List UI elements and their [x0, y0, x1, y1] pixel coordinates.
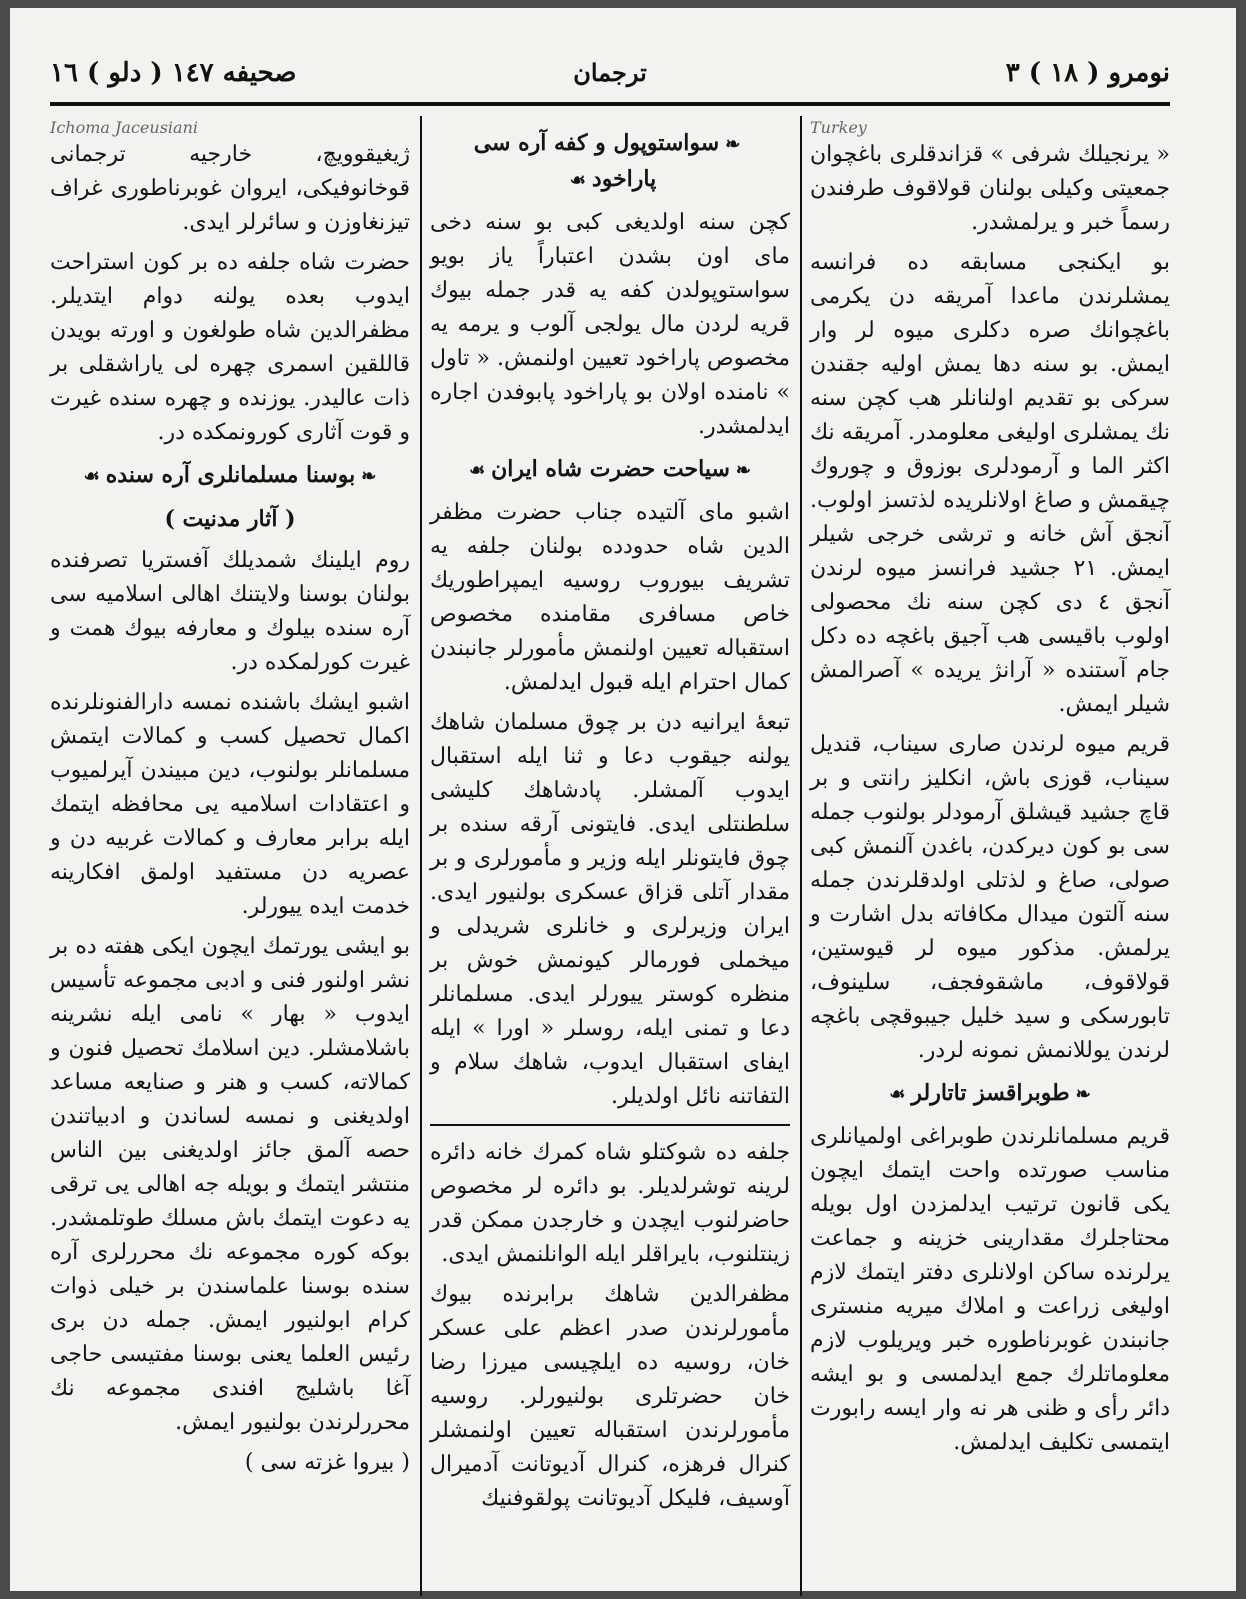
ornament-icon: ❧	[735, 460, 752, 481]
handwritten-note: Ichoma Jaceusiani	[50, 118, 198, 137]
issue-number: نومرو ( ١٨ ) ٣	[1005, 58, 1170, 88]
right-column	[810, 118, 1170, 1466]
article-source: ( بيروا غزته سى )	[244, 1450, 410, 1475]
article-intro: « يرنجيلك شرفى » قزاندقلرى باغچوان جمعيتى وكيلى بولنان قولاقوف طرفندن رسماً خبر و يرلمشدر.	[810, 142, 1170, 235]
handwritten-note: Turkey	[810, 118, 867, 137]
article-paragraph: حضرت شاه جلفه ده بر كون استراحت ايدوب بعده يولنه دوام ايتديلر. مظفرالدين شاه طولغون و اورته بويدن قاللقين اسمرى چهره لى ياراشقلى بر ذات عاليدر. يوزنده و چهره سنده غيرت و قوت آثارى كورونمكده در.	[50, 250, 410, 445]
ornament-icon: ❧	[725, 134, 741, 155]
article-heading	[810, 1076, 1170, 1112]
column-divider-right	[800, 116, 802, 1596]
column-divider-left	[420, 116, 422, 1596]
article-paragraph: كچن سنه اولديغى كبى بو سنه دخى ماى اون بشدن اعتباراً ياز بويو سواستوپولدن كفه يه قدر جمله بيوك قريه لردن مال يولجى آلوب و يرمه يه مخصوص پاراخود تعيين اولنمش. « تاول » نامنده اولان بو پاراخود پابوفدن اجاره ايدلمشدر.	[430, 210, 790, 439]
article-heading	[430, 126, 790, 198]
article-paragraph: مظفرالدين شاهك برابرنده بيوك مأمورلرندن صدر اعظم على عسكر خان، روسيه ده ايلچيسى ميرزا رضا خان حضرتلرى بولنيورلر. روسيه مأمورلرندن استقباله تعيين اولنمشلر كنرال فرهزه، كنرال آديوتانت آدميرال آوسيف، فليكل آديوتانت پولقوفنيك	[430, 1282, 790, 1511]
article-paragraph: بو ايكنجى مسابقه ده فرانسه يمشلرندن ماعدا آمريقه دن يكرمى باغچوانك صره دكلرى ميوه لر وار ايمش. بو سنه دها يمش اوليه جقندن سركى بو تقديم اولنانلر هب كچن سنه نك يمشلرى اوليغى معلومدر. آمريقه نك اكثر الما و آرمودلرى بوزوق و چوروك چيقمش و صاغ اولانلريده لذتسز اولوب. آنجق آش خانه و ترشى خرجى شيلر ايمش. ٢١ جشيد فرانسز ميوه لرندن آنجق ٤ دى كچن سنه نك محصولى اولوب باقيسى هب آجيق باغچه ده دكل جام آستنده « آرانژ يريده » آصرالمش شيلر ايمش.	[810, 250, 1170, 717]
newspaper-title: ترجمان	[573, 58, 647, 87]
heading-text: طوبراقسز تاتارلر	[911, 1080, 1070, 1106]
ornament-icon: ☙	[468, 460, 486, 481]
left-column	[50, 118, 410, 1486]
page-label: صحيفه ١٤٧ ( دلو ) ١٦	[50, 58, 297, 88]
article-paragraph: ژيغيقوويچ، خارجيه ترجمانى قوخانوفيكى، ايروان غوبرناطورى غراف تيزنغاوزن و سائرلر ايدى.	[50, 142, 410, 235]
newspaper-page	[10, 8, 1236, 1591]
page-header	[50, 56, 1170, 96]
heading-text: بوسنا مسلمانلرى آره سنده	[105, 462, 356, 488]
article-subheading: ( آثار مدنيت )	[164, 506, 296, 532]
article-paragraph: تبعهٔ ايرانيه دن بر چوق مسلمان شاهك يولنه جيقوب دعا و ثنا ايله استقبال ايدوب آلمشلر. پادشاهك كليشى سلطنتلى ايدى. فايتونى آرقه سنده بر چوق فايتونلر ايله وزير و مأمورلرى و بر مقدار آتلى قزاق عسكرى بولنيور ايدى. ايران وزيرلرى و خانلرى شريدلى و ميخملى فورمالر كيونمش خوش بر منظره كوستر ييورلر ايدى. مسلمانلر دعا و تمنى ايله، روسلر « اورا » ايله ايفاى استقبال ايدوب، شاهك سلام و التفاتنه نائل اولديلر.	[430, 710, 790, 1109]
ornament-icon: ☙	[569, 170, 586, 191]
ornament-icon: ❧	[361, 466, 377, 487]
ornament-icon: ❧	[1075, 1084, 1091, 1105]
article-paragraph: قريم مسلمانلرندن طوبراغى اولميانلرى مناسب صورتده واحت ايتمك ايچون يكى قانون ترتيب ايدلمزدن اول بويله محتاجلرك مقدارينى خزينه و جماعت يرلرنده ساكن اولانلرى دفتر ايتمك لازم اوليغى زراعت و املاك ميريه منسترى جانبندن غوبرناطوره خبر ويريلوب لازم معلوماتلرك جمع ايدلمسى و بو ايشه دائر رأى و ظنى هر نه وار ايسه رابورت ايتمسى تكليف ايدلمش.	[810, 1124, 1170, 1455]
article-paragraph: روم ايلينك شمديلك آفستريا تصرفنده بولنان بوسنا ولايتنك اهالى اسلاميه سى آره سنده بيلوك و معارفه بيوك همت و غيرت كورلمكده در.	[50, 548, 410, 675]
heading-text: سياحت حضرت شاه ايران	[491, 456, 730, 482]
section-divider	[430, 1124, 790, 1126]
article-paragraph: اشبو ايشك باشنده نمسه دارالفنونلرنده اكمال تحصيل كسب و كمالات ايتمش مسلمانلر بولنوب، دين مبيندن آيرلميوب و اعتقادات اسلاميه يى محافظه ايتمك ايله برابر معارف و كمالات غربيه دن و عصريه دن مستفيد اولمق افكارينه خدمت ايده ييورلر.	[50, 690, 410, 919]
article-paragraph: بو ايشى يورتمك ايچون ايكى هفته ده بر نشر اولنور فنى و ادبى مجموعه تأسيس ايدوب « بهار » نامى ايله نشرينه باشلامشلر. دين اسلامك تحصيل فنون و كمالاته، كسب و هنر و صنايعه مساعد اولديغنى و نمسه لساندن و ادبياتندن حصه آلمق جائز اولديغنى بين الناس منتشر ايتمك و بويله جه اهالى يى ترقى يه دعوت ايتمك باش مسلك طوتلمشدر. بوكه كوره مجموعه نك محررلرى آره سنده بوسنا علماسندن بر خيلى ذوات كرام ابولنيور ايمش. جمله دن برى رئيس العلما يعنى بوسنا مفتيسى حاجى آغا باشليج افندى مجموعه نك محررلرندن بولنيور ايمش.	[50, 934, 410, 1435]
article-paragraph: قريم ميوه لرندن صارى سيناب، قنديل سيناب، قوزى باش، انكليز رانتى و بر قاچ جشيد قيشلق آرمودلر بولنوب جمله سى بو كون ديركدن، باغدن آلنمش كبى صولى، صاغ و لذتلى اولدقلرندن جمله سنه آلتون ميدال مكافاته بدل اشارت و يرلمش. مذكور ميوه لر قيوستين، قولاقوف، ماشقوفجف، سلينوف، تابورسكى و سيد خليل جيبوقچى باغچه لرندن يوللانمش نمونه لردر.	[810, 732, 1170, 1063]
heading-text: سواستوپول و كفه آره سى پاراخود	[473, 130, 720, 192]
middle-column	[430, 118, 790, 1522]
header-rule	[50, 102, 1170, 106]
ornament-icon: ☙	[83, 466, 100, 487]
ornament-icon: ☙	[889, 1084, 906, 1105]
article-paragraph: اشبو ماى آلتيده جناب حضرت مظفر الدين شاه حدودده بولنان جلفه يه تشريف بيوروب روسيه ايمپراطوريك خاص مسافرى مقامنده مخصوص استقباله تعيين اولنمش مأمورلر جانبندن كمال احترام ايله قبول ايدلمش.	[430, 500, 790, 695]
article-paragraph: جلفه ده شوكتلو شاه كمرك خانه دائره لرينه توشرلديلر. بو دائره لر مخصوص حاضرلنوب ايچدن و خارجدن ممكن قدر زينتلنوب، بايراقلر ايله الوانلنمش ايدى.	[430, 1140, 790, 1267]
article-heading	[50, 458, 410, 494]
article-heading	[430, 452, 790, 488]
